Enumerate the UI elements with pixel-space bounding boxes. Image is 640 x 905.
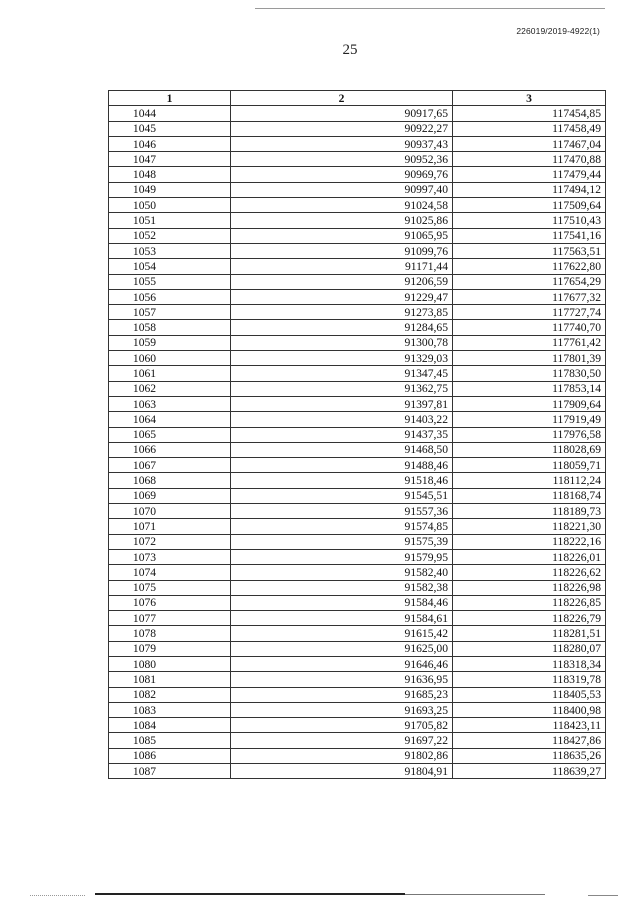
table-cell-col1: 1058 (109, 320, 231, 335)
table-cell-col3: 117622,80 (453, 259, 606, 274)
table-cell-col2: 91584,61 (231, 611, 453, 626)
table-cell-col3: 118226,98 (453, 580, 606, 595)
table-cell-col1: 1086 (109, 748, 231, 763)
table-cell-col2: 91545,51 (231, 488, 453, 503)
table-cell-col2: 91171,44 (231, 259, 453, 274)
table-cell-col1: 1063 (109, 396, 231, 411)
table-cell-col3: 117677,32 (453, 289, 606, 304)
table-row (109, 305, 606, 320)
table-row (109, 733, 606, 748)
table-cell-col2: 91646,46 (231, 656, 453, 671)
table-row (109, 427, 606, 442)
table-cell-col3: 118226,01 (453, 549, 606, 564)
table-row (109, 121, 606, 136)
table-cell-col1: 1075 (109, 580, 231, 595)
table-cell-col3: 117761,42 (453, 335, 606, 350)
table-cell-col2: 91284,65 (231, 320, 453, 335)
table-cell-col3: 118168,74 (453, 488, 606, 503)
table-row (109, 228, 606, 243)
table-cell-col2: 90952,36 (231, 152, 453, 167)
table-cell-col2: 91518,46 (231, 473, 453, 488)
table-cell-col3: 117510,43 (453, 213, 606, 228)
table-cell-col1: 1072 (109, 534, 231, 549)
table-cell-col2: 90997,40 (231, 182, 453, 197)
table-cell-col1: 1065 (109, 427, 231, 442)
table-row (109, 626, 606, 641)
table-cell-col2: 91437,35 (231, 427, 453, 442)
table-row (109, 473, 606, 488)
table-cell-col3: 117654,29 (453, 274, 606, 289)
table-cell-col3: 118281,51 (453, 626, 606, 641)
table-row (109, 702, 606, 717)
table-cell-col2: 91705,82 (231, 718, 453, 733)
table-cell-col3: 118280,07 (453, 641, 606, 656)
table-cell-col3: 117467,04 (453, 136, 606, 151)
table-cell-col1: 1050 (109, 198, 231, 213)
table-cell-col2: 91804,91 (231, 764, 453, 779)
table-cell-col3: 118639,27 (453, 764, 606, 779)
table-cell-col1: 1073 (109, 549, 231, 564)
table-cell-col2: 91329,03 (231, 351, 453, 366)
table-cell-col1: 1045 (109, 121, 231, 136)
table-cell-col1: 1080 (109, 656, 231, 671)
table-cell-col2: 91065,95 (231, 228, 453, 243)
footer-divider-left (30, 895, 85, 896)
table-row (109, 106, 606, 121)
table-cell-col2: 91300,78 (231, 335, 453, 350)
table-cell-col1: 1055 (109, 274, 231, 289)
table-cell-col2: 91636,95 (231, 672, 453, 687)
table-cell-col2: 91488,46 (231, 458, 453, 473)
column-header-3: 3 (453, 91, 606, 106)
table-cell-col2: 91557,36 (231, 504, 453, 519)
column-header-1: 1 (109, 91, 231, 106)
table-cell-col2: 91574,85 (231, 519, 453, 534)
table-cell-col1: 1087 (109, 764, 231, 779)
table-cell-col3: 117509,64 (453, 198, 606, 213)
table-cell-col2: 91403,22 (231, 412, 453, 427)
table-row (109, 687, 606, 702)
table-row (109, 672, 606, 687)
table-cell-col3: 118400,98 (453, 702, 606, 717)
table-cell-col3: 118226,85 (453, 595, 606, 610)
table-cell-col3: 117494,12 (453, 182, 606, 197)
header-row (109, 91, 606, 106)
table-cell-col1: 1067 (109, 458, 231, 473)
table-row (109, 381, 606, 396)
table-cell-col2: 91273,85 (231, 305, 453, 320)
table-cell-col3: 118221,30 (453, 519, 606, 534)
table-cell-col1: 1078 (109, 626, 231, 641)
table-cell-col2: 91802,86 (231, 748, 453, 763)
table-cell-col3: 117541,16 (453, 228, 606, 243)
table-row (109, 198, 606, 213)
table-row (109, 259, 606, 274)
table-row (109, 504, 606, 519)
top-divider (255, 8, 605, 9)
table-row (109, 580, 606, 595)
table-cell-col1: 1060 (109, 351, 231, 366)
table-row (109, 764, 606, 779)
table-row (109, 641, 606, 656)
table-row (109, 320, 606, 335)
footer-divider-thin (405, 894, 545, 895)
table-cell-col3: 118319,78 (453, 672, 606, 687)
table-cell-col2: 90937,43 (231, 136, 453, 151)
table-cell-col3: 117919,49 (453, 412, 606, 427)
footer-divider-right (588, 895, 618, 896)
table-cell-col2: 91206,59 (231, 274, 453, 289)
table-cell-col1: 1053 (109, 243, 231, 258)
table-cell-col2: 91582,38 (231, 580, 453, 595)
table-cell-col1: 1070 (109, 504, 231, 519)
table-cell-col1: 1074 (109, 565, 231, 580)
table-cell-col2: 91693,25 (231, 702, 453, 717)
table-cell-col2: 90917,65 (231, 106, 453, 121)
table-cell-col2: 91025,86 (231, 213, 453, 228)
table-cell-col3: 118059,71 (453, 458, 606, 473)
table-cell-col1: 1076 (109, 595, 231, 610)
table-cell-col3: 118427,86 (453, 733, 606, 748)
table-row (109, 274, 606, 289)
table-cell-col1: 1077 (109, 611, 231, 626)
table-cell-col3: 117727,74 (453, 305, 606, 320)
table-row (109, 213, 606, 228)
table-cell-col1: 1069 (109, 488, 231, 503)
table-cell-col1: 1062 (109, 381, 231, 396)
table-cell-col3: 118226,62 (453, 565, 606, 580)
table-header (109, 91, 606, 106)
table-cell-col3: 117830,50 (453, 366, 606, 381)
table-cell-col1: 1052 (109, 228, 231, 243)
table-row (109, 565, 606, 580)
table-cell-col1: 1057 (109, 305, 231, 320)
document-id: 226019/2019-4922(1) (516, 26, 600, 36)
table-cell-col2: 91579,95 (231, 549, 453, 564)
footer-divider (95, 893, 405, 895)
table-cell-col1: 1047 (109, 152, 231, 167)
table-cell-col3: 118423,11 (453, 718, 606, 733)
column-header-2: 2 (231, 91, 453, 106)
page-number: 25 (342, 42, 358, 58)
table-cell-col3: 117479,44 (453, 167, 606, 182)
table-cell-col2: 91625,00 (231, 641, 453, 656)
table-cell-col2: 91362,75 (231, 381, 453, 396)
table-cell-col2: 91697,22 (231, 733, 453, 748)
table-cell-col2: 91099,76 (231, 243, 453, 258)
table-row (109, 549, 606, 564)
table-row (109, 718, 606, 733)
table-cell-col1: 1044 (109, 106, 231, 121)
table-cell-col3: 118112,24 (453, 473, 606, 488)
table-cell-col3: 117458,49 (453, 121, 606, 136)
table-row (109, 656, 606, 671)
table-cell-col3: 118318,34 (453, 656, 606, 671)
table-cell-col3: 117563,51 (453, 243, 606, 258)
table-cell-col3: 118028,69 (453, 442, 606, 457)
table-cell-col2: 91615,42 (231, 626, 453, 641)
table-row (109, 488, 606, 503)
table-cell-col1: 1083 (109, 702, 231, 717)
table-cell-col2: 91685,23 (231, 687, 453, 702)
table-cell-col2: 91024,58 (231, 198, 453, 213)
table-body (109, 106, 606, 779)
table-cell-col2: 90969,76 (231, 167, 453, 182)
table-cell-col2: 91584,46 (231, 595, 453, 610)
table-cell-col1: 1059 (109, 335, 231, 350)
table-row (109, 442, 606, 457)
table-cell-col1: 1085 (109, 733, 231, 748)
table-cell-col3: 118635,26 (453, 748, 606, 763)
table-row (109, 519, 606, 534)
table-row (109, 289, 606, 304)
table-row (109, 351, 606, 366)
table-cell-col3: 117853,14 (453, 381, 606, 396)
table-cell-col1: 1081 (109, 672, 231, 687)
table-cell-col1: 1056 (109, 289, 231, 304)
table-row (109, 366, 606, 381)
coordinates-table (108, 90, 606, 779)
table-cell-col3: 117470,88 (453, 152, 606, 167)
table-row (109, 152, 606, 167)
table-row (109, 412, 606, 427)
table-cell-col3: 117740,70 (453, 320, 606, 335)
table-cell-col3: 117909,64 (453, 396, 606, 411)
table-row (109, 534, 606, 549)
table-cell-col3: 117454,85 (453, 106, 606, 121)
table-row (109, 167, 606, 182)
table-cell-col1: 1079 (109, 641, 231, 656)
table-cell-col2: 91575,39 (231, 534, 453, 549)
table-row (109, 458, 606, 473)
table-cell-col1: 1048 (109, 167, 231, 182)
table-cell-col1: 1051 (109, 213, 231, 228)
table-row (109, 182, 606, 197)
table-row (109, 611, 606, 626)
table-row (109, 748, 606, 763)
table-cell-col1: 1054 (109, 259, 231, 274)
table-cell-col2: 91229,47 (231, 289, 453, 304)
table-cell-col1: 1084 (109, 718, 231, 733)
table-cell-col2: 90922,27 (231, 121, 453, 136)
table-cell-col3: 117801,39 (453, 351, 606, 366)
table-cell-col3: 118405,53 (453, 687, 606, 702)
table-cell-col1: 1046 (109, 136, 231, 151)
table-row (109, 136, 606, 151)
table-row (109, 243, 606, 258)
table-cell-col1: 1071 (109, 519, 231, 534)
table-cell-col1: 1064 (109, 412, 231, 427)
table-cell-col1: 1082 (109, 687, 231, 702)
table-cell-col3: 118222,16 (453, 534, 606, 549)
table-row (109, 335, 606, 350)
table-cell-col3: 118226,79 (453, 611, 606, 626)
table-cell-col2: 91468,50 (231, 442, 453, 457)
table-cell-col2: 91397,81 (231, 396, 453, 411)
table-row (109, 396, 606, 411)
table-cell-col3: 117976,58 (453, 427, 606, 442)
table-row (109, 595, 606, 610)
table-cell-col1: 1049 (109, 182, 231, 197)
table-cell-col2: 91347,45 (231, 366, 453, 381)
table-cell-col3: 118189,73 (453, 504, 606, 519)
table-cell-col1: 1068 (109, 473, 231, 488)
table-cell-col2: 91582,40 (231, 565, 453, 580)
table-cell-col1: 1066 (109, 442, 231, 457)
table-cell-col1: 1061 (109, 366, 231, 381)
